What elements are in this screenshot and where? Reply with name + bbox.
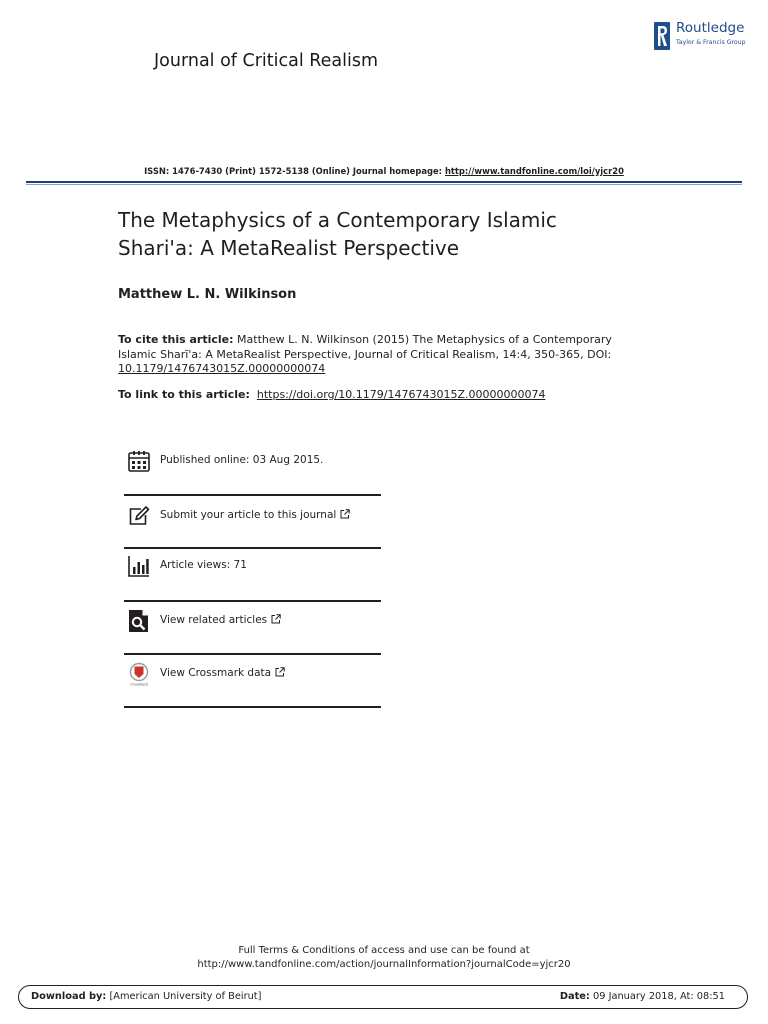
article-link-line (118, 388, 546, 401)
external-link-icon (340, 509, 350, 519)
publisher-name: Routledge (676, 20, 745, 36)
download-info-bar (18, 985, 748, 1009)
cite-label: To cite this article: (118, 333, 234, 346)
article-title-line1: The Metaphysics of a Contemporary Islamic (118, 208, 557, 232)
crossmark-text (160, 667, 285, 679)
article-views-text: Article views: 71 (160, 559, 247, 571)
submit-article-row[interactable] (124, 492, 381, 544)
download-label: Download by: (31, 991, 107, 1002)
submit-article-text (160, 509, 350, 521)
header-rule (26, 181, 742, 183)
journal-homepage-link[interactable]: http://www.tandfonline.com/loi/yjcr20 (444, 166, 624, 176)
journal-title: Journal of Critical Realism (154, 51, 379, 71)
article-title (118, 206, 678, 262)
routledge-r-icon (654, 22, 670, 50)
article-views-row (124, 542, 381, 594)
terms-url[interactable]: http://www.tandfonline.com/action/journalInformation?journalCode=yjcr20 (197, 959, 571, 970)
related-articles-text (160, 614, 281, 626)
external-link-icon (271, 614, 281, 624)
info-separator (124, 706, 381, 708)
search-document-icon (127, 609, 151, 633)
submit-article-label: Submit your article to this journal (160, 509, 337, 521)
external-link-icon (275, 667, 285, 677)
cite-doi-link[interactable]: 10.1179/1476743015Z.00000000074 (118, 362, 326, 375)
published-online-text: Published online: 03 Aug 2015. (160, 454, 324, 466)
related-articles-label: View related articles (160, 614, 268, 626)
crossmark-icon (127, 662, 151, 686)
published-online-row (124, 437, 381, 489)
issn-text: ISSN: 1476-7430 (Print) 1572-5138 (Online) Journal homepage: (144, 166, 445, 176)
citation-block (118, 333, 638, 377)
crossmark-caption: CrossMark (130, 682, 148, 686)
article-title-line2: Shari'a: A MetaRealist Perspective (118, 236, 460, 260)
doi-link[interactable]: https://doi.org/10.1179/1476743015Z.00000000074 (256, 388, 546, 401)
routledge-logo[interactable] (654, 20, 754, 52)
related-articles-row[interactable] (124, 597, 381, 649)
bar-chart-icon (127, 554, 151, 578)
calendar-icon (127, 449, 151, 473)
crossmark-label: View Crossmark data (160, 667, 272, 679)
publisher-tagline: Taylor & Francis Group (676, 39, 746, 46)
article-author: Matthew L. N. Wilkinson (118, 287, 297, 302)
date-label: Date: (559, 991, 590, 1002)
issn-line (0, 166, 768, 176)
date-value: 09 January 2018, At: 08:51 (592, 991, 725, 1002)
header-rule-thin (26, 184, 742, 185)
download-by (31, 991, 261, 1002)
crossmark-row[interactable] (124, 650, 381, 702)
edit-icon (127, 504, 151, 528)
terms-line1: Full Terms & Conditions of access and use can be found at (238, 945, 530, 956)
terms-notice (0, 944, 768, 972)
download-value: [American University of Beirut] (109, 991, 262, 1002)
cite-text: Matthew L. N. Wilkinson (2015) The Metaphysics of a Contemporary Islamic Sharī'a: A MetaRealist Perspective, Journal of Critical Realism, 14:4, 350-365, DOI: (118, 333, 612, 361)
download-date (560, 991, 725, 1002)
link-label: To link to this article: (118, 388, 250, 401)
